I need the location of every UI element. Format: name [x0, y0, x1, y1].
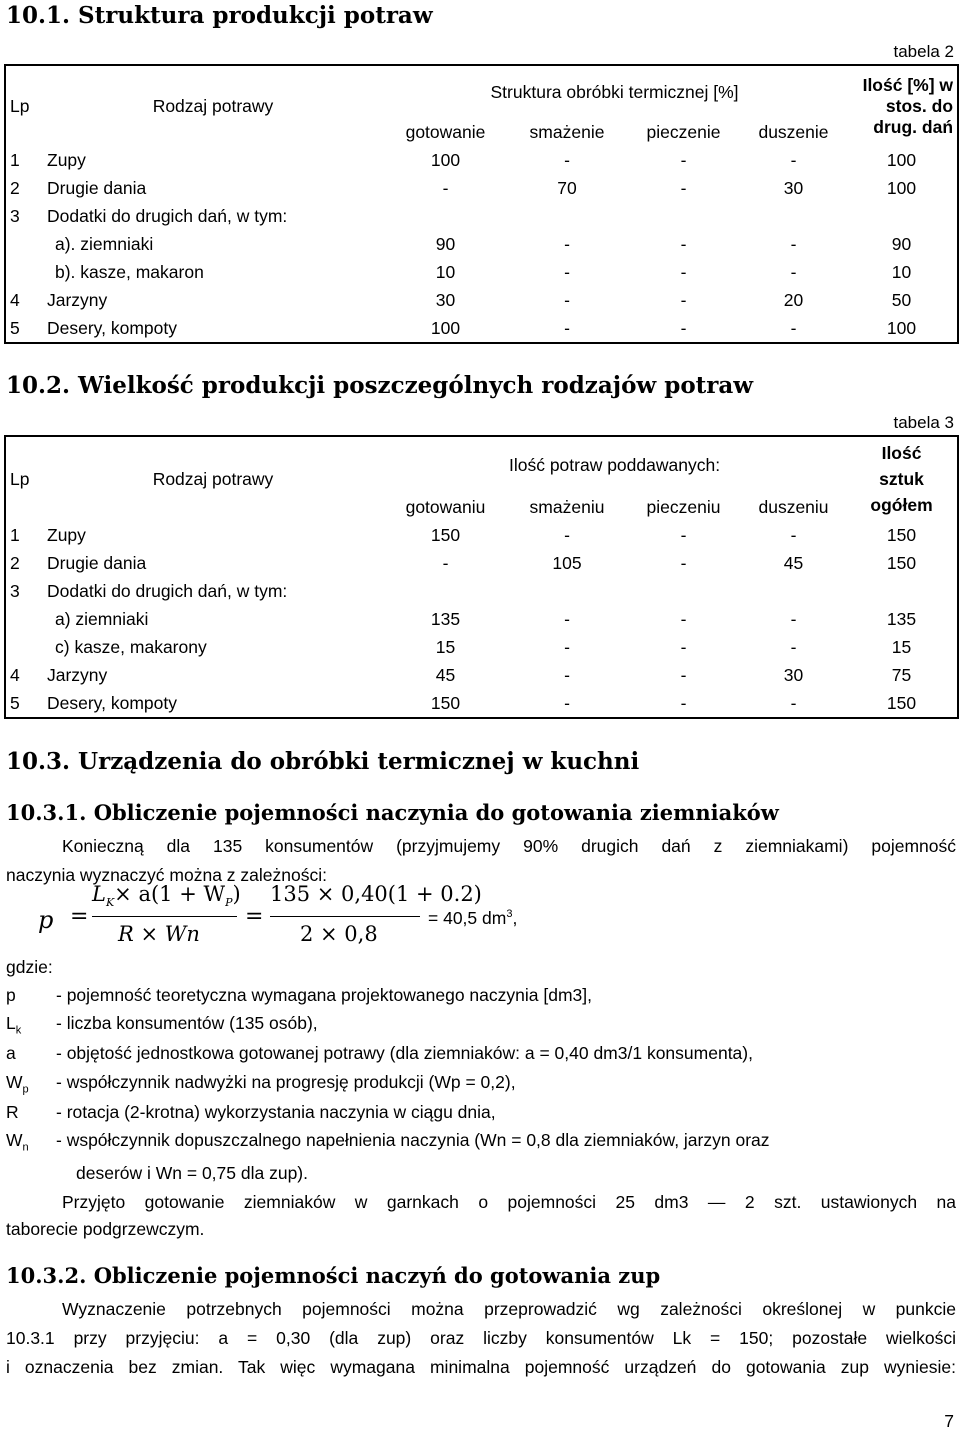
- definition-item: [6, 1130, 770, 1154]
- cell-value: -: [564, 524, 570, 545]
- table-caption-3: tabela 3: [893, 413, 954, 432]
- table-row: [5, 202, 958, 230]
- cell-value: 45: [435, 664, 456, 685]
- cell-value: [626, 577, 741, 605]
- definition-text: - objętość jednostkowa gotowanej potrawy (dla ziemniaków: a = 0,40 dm3/1 konsumenta),: [56, 1043, 753, 1063]
- cell-value: 30: [435, 289, 456, 310]
- cell-value: -: [790, 261, 797, 282]
- cell-dish-name: a) ziemniaki: [55, 608, 149, 629]
- cell-value: -: [564, 636, 570, 657]
- cell-lp: [5, 605, 43, 633]
- cell-value: -: [790, 317, 797, 338]
- cell-value: 90: [435, 233, 456, 254]
- cell-value: [383, 577, 508, 605]
- cell-value: -: [680, 692, 687, 713]
- cell-value: -: [790, 636, 797, 657]
- cell-value: -: [790, 692, 797, 713]
- header-qty: Ilość sztuk ogółem: [870, 443, 933, 515]
- formula-denominator-2: 2 × 0,8: [300, 922, 378, 946]
- cell-value: [508, 577, 626, 605]
- cell-dish-name: Desery, kompoty: [47, 317, 177, 338]
- cell-value: -: [680, 177, 687, 198]
- cell-value: -: [790, 608, 797, 629]
- table-row: [5, 146, 958, 174]
- cell-value: -: [680, 524, 687, 545]
- cell-value: -: [680, 233, 687, 254]
- cell-value: 75: [891, 664, 912, 685]
- formula-eq: =: [70, 904, 89, 929]
- cell-value: -: [680, 636, 687, 657]
- col-header: pieczenie: [646, 121, 721, 142]
- cell-dish-name: Dodatki do drugich dań, w tym:: [47, 205, 288, 226]
- definition-text: - liczba konsumentów (135 osób),: [56, 1013, 318, 1033]
- definition-item: [6, 985, 592, 1009]
- cell-value: [741, 202, 846, 230]
- cell-lp: [5, 258, 43, 286]
- cell-value: 150: [430, 692, 461, 713]
- table-production-volume: [4, 435, 959, 719]
- cell-value: 45: [783, 552, 804, 573]
- cell-value: -: [680, 289, 687, 310]
- definition-text: - pojemność teoretyczna wymagana projektowanego naczynia [dm3],: [56, 985, 592, 1005]
- cell-value: 30: [783, 664, 804, 685]
- table-row: [5, 258, 958, 286]
- definition-symbol: $W_n$: [6, 1130, 29, 1154]
- definition-symbol: $W_p$: [6, 1072, 29, 1096]
- definition-symbol: p: [6, 985, 16, 1005]
- cell-lp: 2: [10, 177, 20, 198]
- cell-dish-name: Zupy: [47, 524, 86, 545]
- definition-item: [6, 1013, 318, 1037]
- table-row: [5, 286, 958, 314]
- table-row: [5, 314, 958, 343]
- formula-eq-2: =: [245, 904, 264, 929]
- formula: [0, 880, 600, 960]
- table-caption-2: tabela 2: [893, 42, 954, 61]
- cell-value: -: [680, 317, 687, 338]
- defs-continuation: deserów i Wn = 0,75 dla zup).: [76, 1163, 308, 1183]
- header-dish: Rodzaj potrawy: [152, 95, 274, 116]
- section-title-10-3: 10.3. Urządzenia do obróbki termicznej w kuchni: [6, 748, 640, 775]
- col-header: duszenie: [758, 121, 829, 142]
- cell-lp: [5, 230, 43, 258]
- cell-dish-name: a). ziemniaki: [55, 233, 154, 254]
- header-lp: Lp: [10, 95, 30, 116]
- cell-value: -: [564, 261, 570, 282]
- cell-value: -: [564, 317, 570, 338]
- table-row: [5, 230, 958, 258]
- definition-symbol: R: [6, 1102, 19, 1122]
- subsection-title-10-3-1: 10.3.1. Obliczenie pojemności naczynia do gotowania ziemniaków: [6, 800, 779, 825]
- cell-value: 70: [557, 177, 577, 198]
- cell-lp: 3: [10, 580, 20, 601]
- cell-value: 150: [430, 524, 461, 545]
- cell-value: 100: [886, 317, 917, 338]
- header-group: Ilość potraw poddawanych:: [508, 454, 721, 475]
- subsection-title-10-3-2: 10.3.2. Obliczenie pojemności naczyń do gotowania zup: [6, 1263, 661, 1288]
- cell-value: 105: [552, 552, 582, 573]
- cell-dish-name: b). kasze, makaron: [55, 261, 204, 282]
- col-header: duszeniu: [758, 496, 829, 517]
- header-lp: Lp: [10, 468, 30, 489]
- cell-value: 15: [891, 636, 912, 657]
- cell-lp: 4: [10, 289, 20, 310]
- cell-value: 10: [435, 261, 456, 282]
- cell-value: 10: [891, 261, 912, 282]
- cell-value: -: [564, 608, 570, 629]
- cell-dish-name: Zupy: [47, 149, 86, 170]
- cell-value: 100: [430, 317, 461, 338]
- formula-denominator: R × Wn: [118, 922, 200, 946]
- cell-value: -: [564, 692, 570, 713]
- cell-value: 15: [435, 636, 456, 657]
- cell-value: 100: [430, 149, 461, 170]
- table-row: [5, 605, 958, 633]
- cell-dish-name: Jarzyny: [47, 664, 108, 685]
- cell-value: -: [680, 552, 687, 573]
- col-header: smażeniu: [529, 496, 605, 517]
- col-header: pieczeniu: [646, 496, 721, 517]
- cell-dish-name: c) kasze, makarony: [55, 636, 207, 657]
- sub2-line-3: i oznaczenia bez zmian. Tak więc wymagana minimalna pojemność urządzeń do gotowania zup wyniesie:: [6, 1357, 956, 1377]
- sub2-line-2: 10.3.1 przy przyjęciu: a = 0,30 (dla zup) oraz liczby konsumentów Lk = 150; pozostałe wielkości: [6, 1328, 956, 1348]
- cell-value: -: [564, 289, 570, 310]
- cell-value: -: [790, 524, 797, 545]
- col-header: gotowanie: [405, 121, 486, 142]
- header-group: Struktura obróbki termicznej [%]: [490, 81, 739, 102]
- header-dish: Rodzaj potrawy: [152, 468, 274, 489]
- col-header: gotowaniu: [405, 496, 486, 517]
- cell-value: [846, 577, 958, 605]
- cell-value: 90: [891, 233, 912, 254]
- table-row: [5, 549, 958, 577]
- header-qty: Ilość [%] w stos. do drug. dań: [862, 74, 954, 137]
- cell-value: 100: [886, 177, 917, 198]
- formula-lhs: p: [38, 906, 54, 934]
- cell-value: -: [442, 552, 449, 573]
- cell-dish-name: Jarzyny: [47, 289, 108, 310]
- page-number: 7: [944, 1411, 954, 1431]
- cell-dish-name: Drugie dania: [47, 177, 147, 198]
- cell-lp: 3: [10, 205, 20, 226]
- cell-dish-name: Drugie dania: [47, 552, 147, 573]
- cell-lp: 1: [10, 149, 20, 170]
- cell-value: 150: [886, 552, 917, 573]
- cell-value: -: [442, 177, 449, 198]
- formula-numerator-2: 135 × 0,40(1 + 0.2): [270, 882, 482, 906]
- definition-symbol: a: [6, 1043, 16, 1063]
- definition-text: - rotacja (2-krotna) wykorzystania naczynia w ciągu dnia,: [56, 1102, 496, 1122]
- definition-symbol: $L_k$: [6, 1013, 22, 1037]
- cell-lp: 5: [10, 692, 20, 713]
- cell-value: -: [790, 149, 797, 170]
- cell-lp: 2: [10, 552, 20, 573]
- adopted-line-1: Przyjęto gotowanie ziemniaków w garnkach o pojemności 25 dm3 — 2 szt. ustawionych na: [62, 1192, 956, 1212]
- cell-value: -: [680, 664, 687, 685]
- definition-text: - współczynnik dopuszczalnego napełnienia naczynia (Wn = 0,8 dla ziemniaków, jarzyn oraz: [56, 1130, 770, 1150]
- definition-item: [6, 1102, 496, 1126]
- table-production-structure: [4, 64, 959, 344]
- cell-lp: 5: [10, 317, 20, 338]
- section-title-10-1: 10.1. Struktura produkcji potraw: [6, 2, 433, 29]
- cell-value: -: [564, 149, 570, 170]
- adopted-line-2: taborecie podgrzewczym.: [6, 1219, 205, 1239]
- cell-value: [626, 202, 741, 230]
- cell-value: [846, 202, 958, 230]
- intro-line-2: naczynia wyznaczyć można z zależności:: [6, 865, 327, 885]
- cell-value: -: [680, 608, 687, 629]
- cell-value: -: [680, 149, 687, 170]
- definition-item: [6, 1043, 753, 1067]
- formula-numerator: $L_K\times a(1 + W_P)$: [92, 882, 241, 910]
- table-row: [5, 521, 958, 549]
- cell-value: -: [564, 664, 570, 685]
- gdzie-label: gdzie:: [6, 957, 53, 977]
- cell-value: -: [790, 233, 797, 254]
- cell-dish-name: Desery, kompoty: [47, 692, 177, 713]
- cell-value: 135: [886, 608, 917, 629]
- section-title-10-2: 10.2. Wielkość produkcji poszczególnych rodzajów potraw: [6, 372, 754, 399]
- cell-value: -: [680, 261, 687, 282]
- cell-value: [508, 202, 626, 230]
- cell-value: [741, 577, 846, 605]
- sub2-line-1: Wyznaczenie potrzebnych pojemności można przeprowadzić wg zależności określonej w punkcie: [62, 1299, 956, 1319]
- fraction-bar-2: [270, 916, 420, 917]
- table-row: [5, 661, 958, 689]
- cell-value: 150: [886, 524, 917, 545]
- definition-item: [6, 1072, 516, 1096]
- definition-text: - współczynnik nadwyżki na progresję produkcji (Wp = 0,2),: [56, 1072, 516, 1092]
- cell-value: 50: [891, 289, 912, 310]
- table-row: [5, 577, 958, 605]
- cell-lp: [5, 633, 43, 661]
- cell-value: 100: [886, 149, 917, 170]
- cell-value: 30: [783, 177, 804, 198]
- cell-value: -: [564, 233, 570, 254]
- intro-line-1: Konieczną dla 135 konsumentów (przyjmujemy 90% drugich dań z ziemniakami) pojemność: [62, 836, 956, 856]
- table-row: [5, 633, 958, 661]
- cell-value: 135: [430, 608, 461, 629]
- table-row: [5, 689, 958, 718]
- cell-value: 20: [783, 289, 804, 310]
- col-header: smażenie: [529, 121, 605, 142]
- cell-dish-name: Dodatki do drugich dań, w tym:: [47, 580, 288, 601]
- cell-lp: 1: [10, 524, 20, 545]
- cell-value: [383, 202, 508, 230]
- fraction-bar-1: [92, 916, 237, 917]
- cell-lp: 4: [10, 664, 20, 685]
- table-row: [5, 174, 958, 202]
- formula-result: = 40,5 $dm^3$,: [428, 908, 518, 928]
- cell-value: 150: [886, 692, 917, 713]
